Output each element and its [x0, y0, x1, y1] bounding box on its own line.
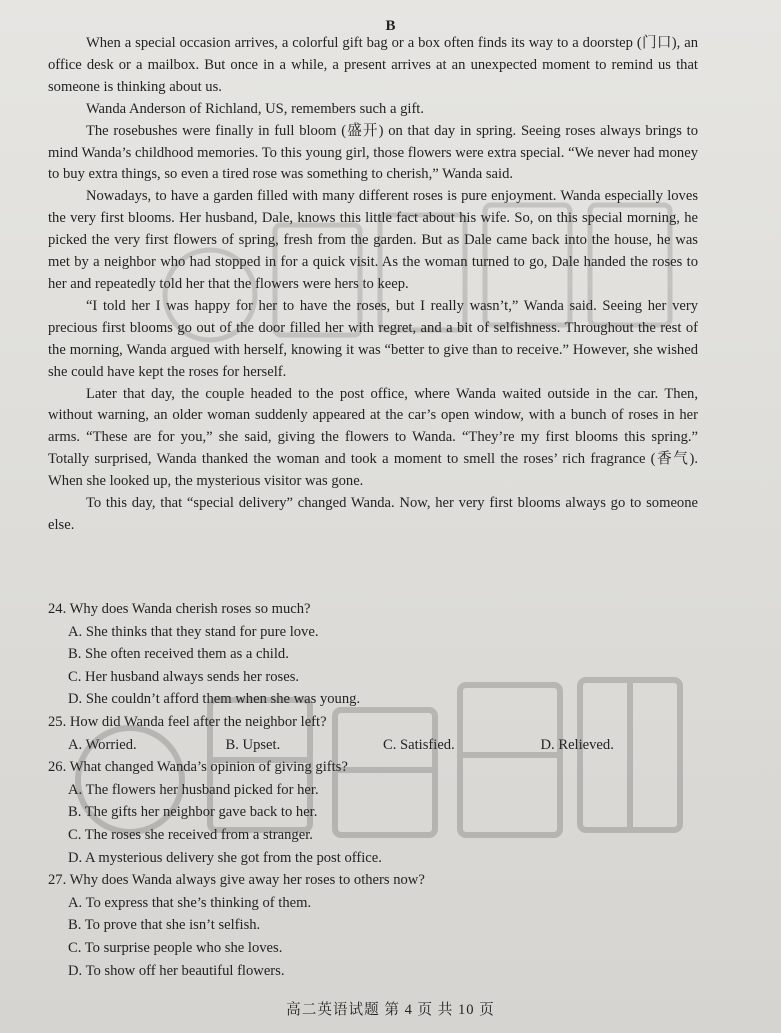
answer-option: B. Upset. [225, 736, 281, 753]
passage-paragraph: The rosebushes were finally in full bloom (盛开) on that day in spring. Seeing roses always brings to mind Wanda’s childhood memories. To this young girl, those flowers were extra special. “We never had money to buy extra things, so even a tired rose was something to cherish,” Wanda said. [48, 122, 698, 183]
answer-option-row [68, 734, 698, 757]
passage-paragraph: When a special occasion arrives, a colorful gift bag or a box often finds its way to a doorstep (门口), an office desk or a mailbox. But once in a while, a present arrives at an unexpected moment to remind us that someone is thinking about us. [48, 35, 698, 95]
answer-option: C. Satisfied. [383, 736, 455, 753]
answer-option: B. The gifts her neighbor gave back to her. [68, 804, 318, 821]
answer-option: A. To express that she’s thinking of them. [68, 894, 312, 911]
passage-paragraph: Wanda Anderson of Richland, US, remembers such a gift. [85, 100, 425, 117]
question-list [48, 598, 698, 982]
passage-paragraph: “I told her I was happy for her to have the roses, but I really wasn’t,” Wanda said. Seeing her very precious first blooms go out of the door filled her with regret, and a bit of selfishness. Throughout the rest of the morning, Wanda argued with herself, knowing it was “better to give than to receive.” However, she wished she could have kept the roses for herself. [48, 297, 698, 380]
answer-option: D. To show off her beautiful flowers. [68, 962, 285, 979]
answer-option: A. The flowers her husband picked for her. [68, 781, 319, 798]
answer-option: B. To prove that she isn’t selfish. [68, 917, 261, 934]
page-footer: 高二英语试题 第 4 页 共 10 页 [286, 1002, 495, 1018]
answer-option: D. Relieved. [540, 736, 614, 753]
passage-paragraph: To this day, that “special delivery” changed Wanda. Now, her very first blooms always go to someone else. [48, 495, 698, 533]
answer-option: D. She couldn’t afford them when she was young. [68, 691, 361, 708]
reading-passage [48, 33, 698, 537]
answer-option: A. She thinks that they stand for pure love. [68, 623, 319, 640]
passage-paragraph: Nowadays, to have a garden filled with many different roses is pure enjoyment. Wanda especially loves the very first blooms. Her husband, Dale, knows this little fact about his wife. So, on this special morning, he picked the very first flowers of spring, fresh from the garden. But as Dale came back into the house, he was met by a neighbor who had stopped in for a quick visit. As the woman turned to go, Dale handed the roses to her and repeatedly told her that the flowers were hers to keep. [48, 188, 698, 292]
question-stem: 27. Why does Wanda always give away her roses to others now? [48, 872, 425, 889]
question-stem: 24. Why does Wanda cherish roses so much? [48, 601, 311, 617]
answer-option: C. The roses she received from a stranger. [68, 826, 313, 843]
passage-paragraph: Later that day, the couple headed to the post office, where Wanda waited outside in the car. Then, without warning, an older woman suddenly appeared at the car’s open window, with a bunch of roses in her arms. “These are for you,” she said, giving the flowers to Wanda. “They’re my first blooms this spring.” Totally surprised, Wanda thanked the woman and took a moment to smell the roses’ rich fragrance (香气). When she looked up, the mysterious visitor was gone. [48, 385, 698, 490]
answer-option: C. Her husband always sends her roses. [68, 668, 300, 685]
answer-option: B. She often received them as a child. [68, 646, 289, 663]
answer-option: C. To surprise people who she loves. [68, 939, 283, 956]
answer-option: D. A mysterious delivery she got from the post office. [68, 849, 382, 866]
section-letter: B [385, 18, 396, 34]
answer-option: A. Worried. [68, 736, 137, 753]
question-stem: 25. How did Wanda feel after the neighbor left? [48, 713, 327, 730]
question-stem: 26. What changed Wanda’s opinion of giving gifts? [48, 759, 348, 776]
